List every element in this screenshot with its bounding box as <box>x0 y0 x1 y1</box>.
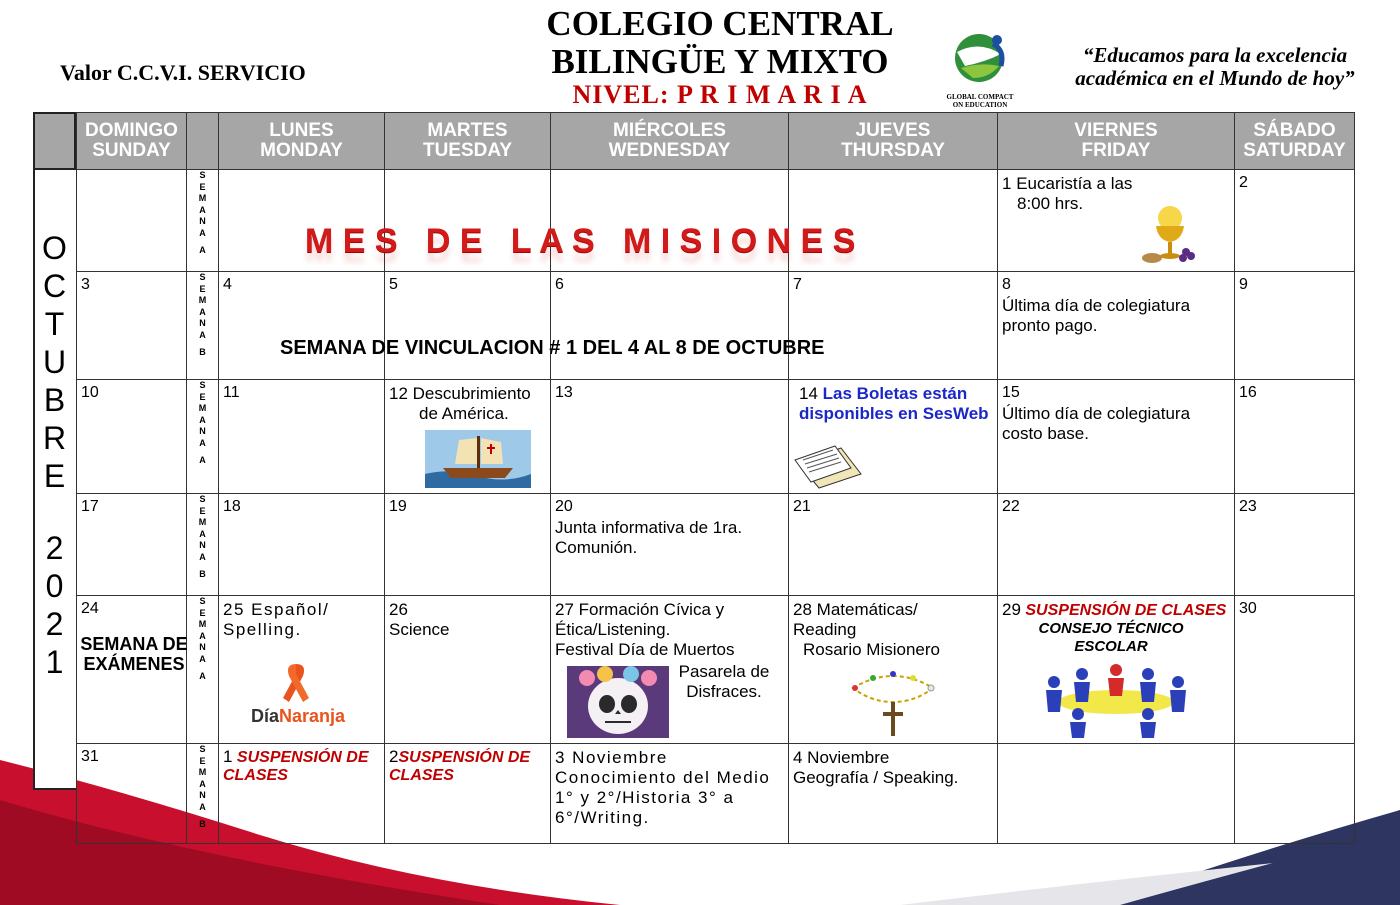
header-thursday: JUEVES THURSDAY <box>789 113 998 170</box>
day-cell-24: 24 <box>77 596 187 744</box>
ribbon-icon <box>279 660 313 704</box>
year-digit: 2 <box>45 530 64 566</box>
day-cell-nov-1 <box>219 744 385 844</box>
event-suspension-nov-1: 1 SUSPENSIÓN DE CLASES <box>223 747 369 784</box>
day-cell-8: 8 Última día de colegiatura pronto pago. <box>998 272 1235 380</box>
event-eucaristia: 1 Eucaristía a las 8:00 hrs. <box>1002 174 1133 213</box>
mes-misiones-banner: M E S D E L A S M I S I O N E S <box>305 222 856 260</box>
day-cell-5: 5 <box>385 272 551 380</box>
event-matematicas: 28 Matemáticas/ Reading Rosario Misionero <box>793 600 940 659</box>
day-cell-31: 31 <box>77 744 187 844</box>
semana-b-label: S E M A N A B <box>187 744 219 844</box>
day-cell-21: 21 <box>789 494 998 596</box>
day-cell-10: 10 <box>77 380 187 494</box>
day-cell-11: 11 <box>219 380 385 494</box>
day-cell-25 <box>219 596 385 744</box>
day-cell-6: 6 <box>551 272 789 380</box>
event-conocimiento-medio: 3 Noviembre Conocimiento del Medio 1° y 2°/Historia 3° a 6°/Writing. <box>555 748 771 827</box>
event-science: 26 Science <box>389 600 450 639</box>
chalice-icon <box>1138 204 1200 266</box>
day-cell-7: 7 <box>789 272 998 380</box>
year-digit: 0 <box>45 568 64 604</box>
header-friday: VIERNES FRIDAY <box>998 113 1235 170</box>
header-saturday: SÁBADO SATURDAY <box>1235 113 1355 170</box>
event-colegiatura-pronto-pago: Última día de colegiatura pronto pago. <box>1002 296 1191 335</box>
day-cell-18: 18 <box>219 494 385 596</box>
month-letter: U <box>42 344 67 380</box>
semana-vinculacion-banner: SEMANA DE VINCULACION # 1 DEL 4 AL 8 DE OCTUBRE <box>280 337 825 359</box>
day-cell-2: 2 <box>1235 170 1355 272</box>
nivel-label <box>540 80 900 110</box>
header-monday: LUNES MONDAY <box>219 113 385 170</box>
month-letter: O <box>42 230 67 266</box>
day-cell-nov-3 <box>551 744 789 844</box>
event-suspension-29: 29 SUSPENSIÓN DE CLASES <box>1002 600 1227 619</box>
year-digit: 2 <box>45 606 64 642</box>
valor-text: Valor C.C.V.I. SERVICIO <box>60 60 306 85</box>
event-junta-comunion: Junta informativa de 1ra. Comunión. <box>555 518 743 557</box>
event-pasarela: Pasarela de Disfraces. <box>678 662 770 701</box>
month-column-header <box>33 112 76 170</box>
day-cell-nov-2 <box>385 744 551 844</box>
globe-icon <box>935 32 1025 88</box>
rosary-icon <box>845 668 941 740</box>
day-cell-27 <box>551 596 789 744</box>
semana-a-label: S E M A N A A <box>187 380 219 494</box>
event-suspension-nov-2: 2SUSPENSIÓN DE CLASES <box>389 747 531 784</box>
logo-text1: GLOBAL COMPACT <box>946 93 1014 101</box>
logo-text2: ON EDUCATION <box>952 101 1008 109</box>
day-cell <box>998 744 1235 844</box>
day-cell <box>1235 744 1355 844</box>
event-consejo-tecnico: CONSEJO TÉCNICO ESCOLAR <box>1038 620 1184 655</box>
header-sunday: DOMINGO SUNDAY <box>77 113 187 170</box>
nivel-value: P R I M A R I A <box>676 80 868 109</box>
school-name-line2: BILINGÜE Y MIXTO <box>551 42 889 81</box>
semana-b-label: S E M A N A B <box>187 494 219 596</box>
day-cell-12 <box>385 380 551 494</box>
day-cell-3: 3 <box>77 272 187 380</box>
month-letter: E <box>43 458 66 494</box>
day-cell-16: 16 <box>1235 380 1355 494</box>
nivel-prefix: NIVEL: <box>572 80 677 109</box>
day-cell <box>77 170 187 272</box>
header-tuesday: MARTES TUESDAY <box>385 113 551 170</box>
day-cell-28 <box>789 596 998 744</box>
month-letter: T <box>44 306 65 342</box>
day-cell-15: 15 Último día de colegiatura costo base. <box>998 380 1235 494</box>
event-descubrimiento: 12 Descubrimiento de América. <box>389 384 531 423</box>
dia-naranja-logo: DíaNaranja <box>251 706 346 726</box>
year-digit: 1 <box>45 644 64 680</box>
semana-examenes-label: SEMANA DE EXÁMENES <box>80 634 188 674</box>
header-semana <box>187 113 219 170</box>
slogan <box>1050 44 1380 90</box>
day-cell-14 <box>789 380 998 494</box>
event-boletas: 14 Las Boletas están disponibles en SesWeb <box>799 384 989 423</box>
semana-a-label: S E M A N A A <box>187 170 219 272</box>
day-cell-9: 9 <box>1235 272 1355 380</box>
day-cell-26 <box>385 596 551 744</box>
day-cell-30: 30 <box>1235 596 1355 744</box>
semana-a-label: S E M A N A A <box>187 596 219 744</box>
ship-icon <box>425 430 531 488</box>
event-formacion-civica: 27 Formación Cívica y Ética/Listening. Festival Día de Muertos <box>555 600 735 659</box>
semana-b-label: S E M A N A B <box>187 272 219 380</box>
day-cell-29 <box>998 596 1235 744</box>
day-cell-4: 4 <box>219 272 385 380</box>
day-cell-23: 23 <box>1235 494 1355 596</box>
slogan-line1: “Educamos para la excelencia <box>1082 43 1348 67</box>
header-wednesday: MIÉRCOLES WEDNESDAY <box>551 113 789 170</box>
report-card-icon <box>791 444 865 490</box>
day-cell-17: 17 <box>77 494 187 596</box>
catrina-icon <box>567 666 669 738</box>
month-letter: R <box>42 420 67 456</box>
day-cell-nov-4 <box>789 744 998 844</box>
event-geografia: 4 Noviembre Geografía / Speaking. <box>793 748 959 787</box>
school-name-line1: COLEGIO CENTRAL <box>546 4 894 43</box>
month-letter: B <box>43 382 66 418</box>
slogan-line2: académica en el Mundo de hoy” <box>1075 66 1355 90</box>
global-compact-logo <box>935 32 1025 109</box>
team-circle-icon <box>1038 662 1194 738</box>
day-cell-19: 19 <box>385 494 551 596</box>
event-colegiatura-costo-base: Último día de colegiatura costo base. <box>1002 404 1191 443</box>
day-cell-22: 22 <box>998 494 1235 596</box>
month-letter: C <box>42 268 67 304</box>
event-espanol-spelling: 25 Español/ Spelling. <box>223 600 330 639</box>
day-cell-20: 20 Junta informativa de 1ra. Comunión. <box>551 494 789 596</box>
day-cell-13: 13 <box>551 380 789 494</box>
